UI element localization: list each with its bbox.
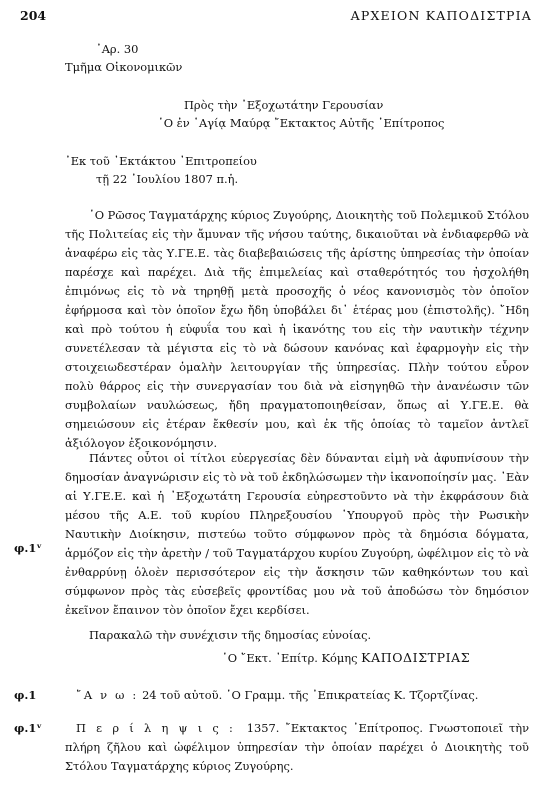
summary-label: Π ε ρ ί λ η ψ ι ς :: [76, 721, 236, 735]
paragraph-1: ῾Ο Ρῶσος Ταγματάρχης κύριος Ζυγούρης, Διοικητὴς τοῦ Πολεμικοῦ Στόλου τῆς Πολιτείας εἰς τὴν ἄμυναν τῆς νήσου ταύτης, δικαιοῦται νὰ ἐνδιαφερθῶ νὰ ἀναφέρω εἰς τὰς Υ.ΓΕ.Ε. τὰς διαβεβαιώσεις τῆς ἀρίστης ὑπηρεσίας τὴν ὁποίαν παρέσχε καὶ παρέχει. Διὰ τῆς ἐπιμελείας καὶ σταθερότητός του ἠσχολήθη ἐπιμόνως εἰς τὸ νὰ τηρηθῇ μετὰ προσοχῆς ὁ νέος κανονισμὸς τὸν ὁποῖον ἐφήρμοσα καὶ τὸν ὁποῖον ἔχω ἤδη ὑποβάλει δι᾽ ἑτέρας μου (ἐπιστολῆς). ῎Ηδη καὶ πρὸ τούτου ἡ εὐφυΐα του καὶ ἡ ἱκανότης του εἰς τὴν ναυτικὴν τέχνην συνετέλεσαν τὰ μέγιστα εἰς τὸ νὰ δώσουν κανόνας καὶ ἐφαρμογὴν εἰς τὴν στοιχειωδεστέραν ὁμαλὴν λειτουργίαν τῆς ὑπηρεσίας. Πλὴν τούτου εὗρον πολὺ θάρρος εἰς τὴν συνεργασίαν του διὰ νὰ εἰσηγηθῶ τὴν ἀνανέωσιν τῶν συμβολαίων ναυλώσεως, ἤδη πραγματοποιηθείσαν, ὅπως αἱ Υ.ΓΕ.Ε. θὰ σημειώσουν εἰς ἑτέραν ἔκθεσίν μου, καὶ ἐκ τῆς ὁποίας τὸ ταμεῖον ἀντλεῖ ἀξιόλογον ἐξοικονόμησιν.: [65, 208, 529, 450]
note-ano-label: ῎Α ν ω :: [76, 688, 139, 702]
running-title: ΑΡΧΕΙΟΝ ΚΑΠΟΔΙΣΤΡΙΑ: [350, 8, 532, 23]
origin-line-2: τῇ 22 ᾽Ιουλίου 1807 π.ἡ.: [96, 172, 239, 186]
paragraph-3: Παρακαλῶ τὴν συνέχισιν τῆς δημοσίας εὐνοίας.: [89, 628, 372, 642]
summary-text: 1357. ῎Εκτακτος ᾽Επίτροπος. Γνωστοποιεῖ τὴν πλήρη ζῆλου καὶ ὠφέλιμον ὑπηρεσίαν τὴν ὁποίαν παρέχει ὁ Διοικητὴς τοῦ Στόλου Ταγματάρχης κύριος Ζυγούρης.: [65, 721, 529, 773]
summary: [65, 719, 529, 776]
addressee-line-1: Πρὸς τὴν ᾽Εξοχωτάτην Γερουσίαν: [184, 98, 384, 112]
paragraph-2: Πάντες οὗτοι οἱ τίτλοι εὐεργεσίας δὲν δύνανται εἰμὴ νὰ ἀφυπνίσουν τὴν δημοσίαν ἀναγνώρισιν εἰς τὸ νὰ τοῦ ἐκδηλώσωμεν τὴν ἱκανοποίησίν μας. ᾽Εὰν αἱ Υ.ΓΕ.Ε. καὶ ἡ ᾽Εξοχωτάτη Γερουσία εὐηρεστοῦντο νὰ τὴν ἐκφράσουν διὰ μέσου τῆς Α.Ε. τοῦ κυρίου Πληρεξουσίου ῾Υπουργοῦ πρὸς τὴν Ρωσικὴν Ναυτικὴν Διοίκησιν, πιστεύω τοῦτο σύμφωνον πρὸς τὰ δημόσια δόγματα, ἁρμόζον εἰς τὴν ἀρετὴν / τοῦ Ταγματάρχου κυρίου Ζυγούρη, ὠφέλιμον εἰς τὸ νὰ ἐνθαρρύνῃ ὁλοὲν περισσότερον εἰς τὴν ἄσκησιν τῶν καθηκόντων του καὶ σύμφωνον πρὸς τὰς εὐσεβεῖς φροντίδας μου νὰ τοῦ ἀποδώσω τὸν δημόσιον ἐκεῖνον ἔπαινον τὸν ὁποῖον ἔχει κερδίσει.: [65, 451, 529, 617]
note-ano-text: 24 τοῦ αὐτοῦ. ῾Ο Γραμμ. τῆς ᾽Επικρατείας Κ. Τζορτζίνας.: [142, 688, 479, 702]
document-number: ᾽Αρ. 30: [96, 42, 139, 56]
signature-name: ΚΑΠΟΔΙΣΤΡΙΑΣ: [361, 650, 471, 665]
addressee-line-2: ῾Ο ἐν ῾Αγίᾳ Μαύρᾳ ῎Εκτακτος Αὐτῆς ᾽Επίτροπος: [158, 116, 445, 130]
note-ano: [76, 688, 478, 702]
margin-folio-1v-second: φ.1ᵛ: [14, 721, 43, 735]
department: Τμῆμα Οἰκονομικῶν: [65, 60, 183, 74]
origin-line-1: ᾽Εκ τοῦ ᾽Εκτάκτου ᾽Επιτροπείου: [65, 154, 257, 168]
page-number: 204: [20, 8, 47, 23]
signature: [222, 651, 470, 665]
signature-prefix: ῾Ο ῎Εκτ. ᾽Επίτρ. Κόμης: [222, 651, 358, 665]
page-header: [20, 8, 532, 26]
margin-folio-1v: φ.1ᵛ: [14, 541, 43, 555]
margin-folio-1: φ.1: [14, 688, 37, 702]
